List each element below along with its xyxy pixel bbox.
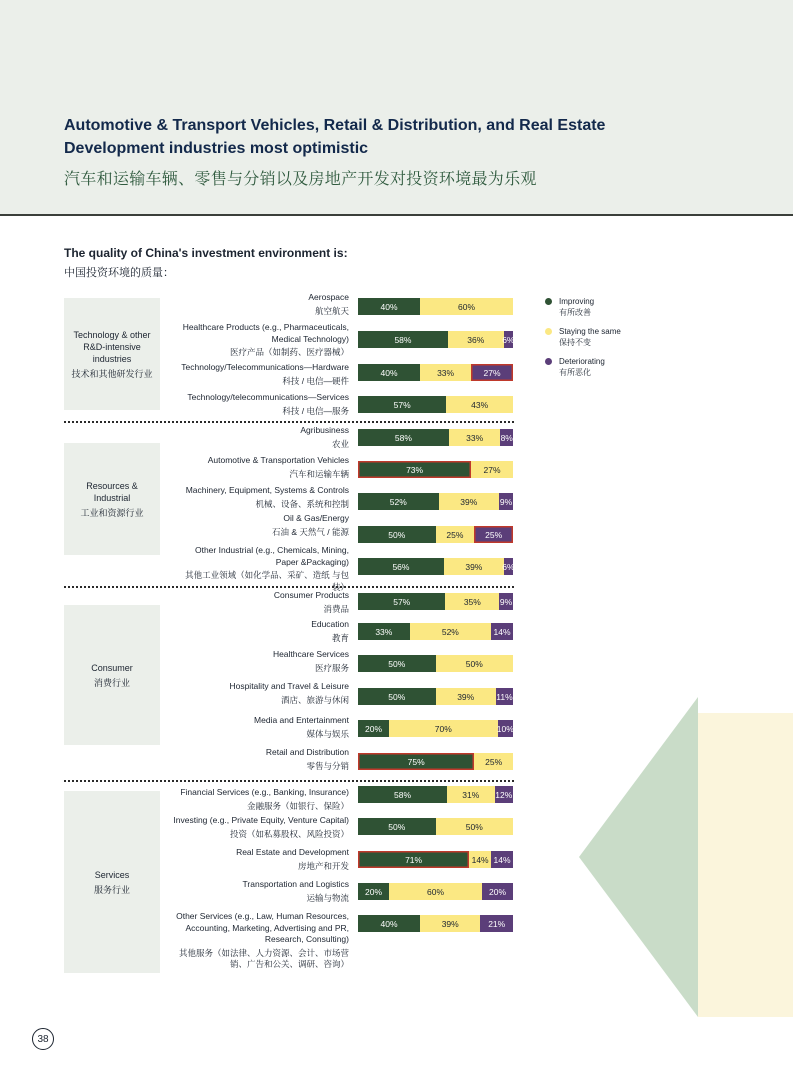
data-label: 50%	[388, 529, 406, 540]
page-number: 38	[32, 1028, 54, 1050]
bar-segment-deteriorating	[480, 915, 513, 932]
data-label: 11%	[496, 691, 513, 702]
category-label-zh: 教育	[331, 632, 349, 643]
group-label-zh: 服务行业	[93, 884, 130, 895]
stacked-bar	[358, 851, 513, 868]
bar-segment-same	[389, 883, 482, 900]
category-label	[150, 292, 349, 317]
data-label: 40%	[380, 367, 398, 378]
category-label	[150, 879, 349, 904]
legend-item-same	[545, 326, 655, 356]
bar-segment-same	[469, 851, 491, 868]
group-label	[64, 298, 160, 410]
bar-segment-deteriorating	[474, 526, 513, 543]
stacked-bar	[358, 526, 513, 543]
category-label-en: Healthcare Services	[272, 649, 349, 659]
category-label-zh: 投资（如私募股权、风险投资）	[229, 828, 349, 839]
category-label-en: Financial Services (e.g., Banking, Insurance)	[180, 787, 349, 797]
category-label-zh: 运输与物流	[306, 892, 349, 903]
bar-segment-improving	[358, 818, 436, 835]
bar-segment-improving	[358, 851, 469, 868]
data-label: 31%	[462, 789, 480, 800]
data-label: 6%	[502, 561, 515, 572]
stacked-bar	[358, 915, 513, 932]
group-label-zh: 消费行业	[93, 677, 130, 688]
data-label: 27%	[483, 367, 501, 378]
bar-segment-deteriorating	[499, 593, 513, 610]
data-label: 14%	[493, 854, 511, 865]
stacked-bar	[358, 623, 513, 640]
category-label	[150, 649, 349, 674]
category-label	[150, 619, 349, 644]
stacked-bar	[358, 655, 513, 672]
chart-legend	[545, 296, 655, 386]
bar-segment-same	[445, 593, 499, 610]
bar-segment-improving	[358, 331, 448, 348]
bar-segment-same	[439, 493, 499, 510]
data-label: 75%	[407, 756, 425, 767]
category-label-en: Aerospace	[308, 292, 349, 302]
bar-segment-same	[447, 786, 495, 803]
bar-segment-same	[448, 331, 504, 348]
group-divider	[64, 421, 514, 423]
bar-segment-improving	[358, 623, 410, 640]
category-label-en: Other Services (e.g., Law, Human Resources, Accounting, Marketing, Advertising and PR, Research, Consulting)	[176, 911, 349, 944]
bar-segment-same	[436, 688, 496, 705]
bar-segment-improving	[358, 298, 420, 315]
legend-swatch	[545, 358, 552, 365]
category-label-zh: 医疗产品（如制药、医疗器械）	[229, 347, 349, 357]
data-label: 57%	[393, 596, 411, 607]
bar-segment-deteriorating	[471, 364, 513, 381]
legend-label-en: Improving	[559, 297, 595, 306]
group-label-en: Resources & Industrial	[86, 480, 138, 503]
stacked-bar	[358, 753, 513, 770]
data-label: 56%	[392, 561, 410, 572]
group-label	[64, 791, 160, 973]
data-label: 25%	[485, 756, 503, 767]
bar-segment-deteriorating	[498, 720, 514, 737]
category-label-zh: 医疗服务	[314, 662, 349, 673]
data-label: 39%	[441, 918, 459, 929]
page-title: Automotive & Transport Vehicles, Retail & Distribution, and Real Estate Development industries most optimistic	[64, 117, 606, 157]
category-label	[150, 847, 349, 872]
stacked-bar	[358, 396, 513, 413]
bar-segment-improving	[358, 461, 471, 478]
category-label	[150, 787, 349, 812]
category-label	[164, 911, 349, 971]
page-title-zh: 汽车和运输车辆、零售与分销以及房地产开发对投资环境最为乐观	[64, 171, 537, 188]
decorative-panel	[698, 713, 793, 1017]
stacked-bar	[358, 688, 513, 705]
category-label-en: Oil & Gas/Energy	[283, 513, 349, 523]
data-label: 14%	[493, 626, 511, 637]
legend-label-zh: 有所改善	[559, 308, 591, 317]
data-label: 33%	[375, 626, 393, 637]
data-label: 39%	[460, 496, 478, 507]
bar-segment-improving	[358, 593, 445, 610]
category-label-zh: 酒店、旅游与休闲	[280, 694, 349, 705]
data-label: 58%	[394, 432, 412, 443]
data-label: 39%	[465, 561, 483, 572]
data-label: 57%	[393, 399, 411, 410]
data-label: 60%	[426, 886, 444, 897]
category-label-zh: 汽车和运输车辆	[289, 468, 349, 479]
data-label: 58%	[394, 334, 412, 345]
stacked-bar	[358, 429, 513, 446]
category-label	[150, 681, 349, 706]
legend-label-zh: 有所恶化	[559, 368, 591, 377]
data-label: 14%	[471, 854, 489, 865]
category-label	[150, 455, 349, 480]
bar-segment-same	[420, 298, 513, 315]
bar-segment-same	[474, 753, 513, 770]
group-label-en: Consumer	[91, 662, 133, 673]
category-label-zh: 其他工业领域（如化学品、采矿、造纸 与包装）	[185, 570, 349, 592]
data-label: 6%	[502, 334, 515, 345]
stacked-bar	[358, 818, 513, 835]
legend-swatch	[545, 328, 552, 335]
data-label: 27%	[483, 464, 501, 475]
bar-segment-deteriorating	[496, 688, 513, 705]
category-label-en: Transportation and Logistics	[242, 879, 349, 889]
category-label-en: Technology/Telecommunications—Hardware	[181, 362, 349, 372]
data-label: 40%	[380, 301, 398, 312]
category-label-zh: 科技 / 电信—服务	[282, 405, 349, 416]
data-label: 8%	[500, 432, 513, 443]
legend-label-en: Staying the same	[559, 327, 621, 336]
bar-segment-deteriorating	[504, 331, 513, 348]
legend-item-improving	[545, 296, 655, 326]
category-label-en: Investing (e.g., Private Equity, Venture Capital)	[173, 815, 349, 825]
bar-segment-improving	[358, 364, 420, 381]
bar-segment-improving	[358, 526, 436, 543]
data-label: 52%	[441, 626, 459, 637]
category-label-zh: 农业	[331, 438, 349, 449]
bar-segment-improving	[358, 688, 436, 705]
bar-segment-improving	[358, 558, 444, 575]
bar-segment-improving	[358, 493, 439, 510]
data-label: 25%	[485, 529, 503, 540]
data-label: 71%	[405, 854, 423, 865]
data-label: 60%	[457, 301, 475, 312]
group-label-en: Technology & other R&D-intensive industries	[73, 329, 151, 364]
bar-segment-same	[436, 655, 514, 672]
data-label: 20%	[488, 886, 506, 897]
data-label: 70%	[434, 723, 452, 734]
group-divider	[64, 780, 514, 782]
category-label-en: Agribusiness	[300, 425, 349, 435]
category-label-en: Technology/telecommunications—Services	[187, 392, 349, 402]
data-label: 73%	[406, 464, 424, 475]
category-label	[179, 545, 349, 593]
bar-segment-deteriorating	[495, 786, 513, 803]
bar-segment-improving	[358, 786, 447, 803]
decorative-triangle	[579, 697, 698, 1017]
category-label-en: Hospitality and Travel & Leisure	[229, 681, 349, 691]
category-label-zh: 消费品	[323, 603, 349, 614]
category-label-en: Other Industrial (e.g., Chemicals, Mining, Paper &Packaging)	[194, 545, 349, 567]
category-label-zh: 机械、设备、系统和控制	[255, 498, 349, 509]
data-label: 50%	[388, 658, 406, 669]
category-label	[150, 425, 349, 450]
data-label: 9%	[499, 596, 513, 607]
category-label-en: Media and Entertainment	[254, 715, 349, 725]
data-label: 50%	[465, 658, 483, 669]
legend-label-zh: 保持不变	[559, 338, 591, 347]
data-label: 40%	[380, 918, 398, 929]
category-label-zh: 其他服务（如法律、人力资源、会计、市场营销、广告和公关、调研、咨询）	[178, 947, 349, 969]
stacked-bar	[358, 364, 513, 381]
category-label-en: Healthcare Products (e.g., Pharmaceuticals, Medical Technology)	[182, 322, 349, 344]
bar-segment-deteriorating	[499, 493, 513, 510]
bar-segment-improving	[358, 753, 474, 770]
bar-segment-deteriorating	[491, 851, 513, 868]
data-label: 12%	[495, 789, 513, 800]
category-label	[150, 590, 349, 615]
category-label-en: Machinery, Equipment, Systems & Controls	[185, 485, 349, 495]
category-label-en: Consumer Products	[273, 590, 349, 600]
bar-segment-improving	[358, 720, 389, 737]
bar-segment-same	[420, 915, 480, 932]
data-label: 50%	[465, 821, 483, 832]
stacked-bar	[358, 720, 513, 737]
stacked-bar	[358, 558, 513, 575]
data-label: 33%	[437, 367, 455, 378]
category-label-zh: 航空航天	[314, 305, 349, 316]
bar-segment-improving	[358, 883, 389, 900]
chart-title-zh: 中国投资环境的质量：	[64, 267, 174, 279]
legend-label-en: Deteriorating	[559, 357, 605, 366]
legend-swatch	[545, 298, 552, 305]
group-label-zh: 工业和资源行业	[80, 507, 144, 518]
data-label: 33%	[466, 432, 484, 443]
data-label: 10%	[496, 723, 514, 734]
data-label: 39%	[457, 691, 475, 702]
category-label	[150, 392, 349, 417]
group-label	[64, 605, 160, 745]
category-label-zh: 房地产和开发	[297, 860, 349, 871]
data-label: 35%	[463, 596, 481, 607]
data-label: 43%	[471, 399, 489, 410]
category-label-en: Real Estate and Development	[236, 847, 349, 857]
bar-segment-same	[420, 364, 471, 381]
category-label-zh: 金融服务（如银行、保险）	[246, 800, 349, 811]
category-label-en: Automotive & Transportation Vehicles	[207, 455, 349, 465]
group-label	[64, 443, 160, 555]
bar-segment-same	[436, 818, 514, 835]
category-label	[150, 485, 349, 510]
data-label: 20%	[364, 886, 382, 897]
group-label-en: Services	[94, 869, 130, 880]
stacked-bar	[358, 461, 513, 478]
data-label: 50%	[388, 821, 406, 832]
category-label-zh: 科技 / 电信—硬件	[282, 375, 349, 386]
category-label-zh: 零售与分销	[306, 760, 349, 771]
data-label: 9%	[499, 496, 513, 507]
category-label	[150, 815, 349, 840]
category-label	[150, 362, 349, 387]
stacked-bar	[358, 493, 513, 510]
data-label: 36%	[467, 334, 485, 345]
stacked-bar	[358, 593, 513, 610]
group-label-zh: 技术和其他研发行业	[71, 368, 153, 379]
stacked-bar	[358, 331, 513, 348]
bar-segment-same	[410, 623, 491, 640]
bar-segment-same	[471, 461, 513, 478]
bar-segment-deteriorating	[500, 429, 513, 446]
data-label: 21%	[488, 918, 506, 929]
bar-segment-same	[436, 526, 475, 543]
data-label: 50%	[388, 691, 406, 702]
bar-segment-improving	[358, 396, 446, 413]
chart-title: The quality of China's investment environment is:	[64, 246, 348, 260]
page-header	[0, 0, 793, 216]
bar-segment-deteriorating	[482, 883, 513, 900]
data-label: 20%	[364, 723, 382, 734]
bar-segment-deteriorating	[504, 558, 513, 575]
stacked-bar	[358, 786, 513, 803]
data-label: 25%	[446, 529, 464, 540]
category-label	[150, 715, 349, 740]
stacked-bar	[358, 298, 513, 315]
bar-segment-improving	[358, 429, 449, 446]
bar-segment-same	[449, 429, 501, 446]
category-label-en: Retail and Distribution	[265, 747, 349, 757]
bar-segment-improving	[358, 915, 420, 932]
bar-segment-same	[389, 720, 498, 737]
data-label: 52%	[389, 496, 407, 507]
bar-segment-deteriorating	[491, 623, 513, 640]
category-label	[169, 322, 349, 359]
category-label-zh: 石油 & 天然气 / 能源	[272, 526, 349, 537]
legend-item-deteriorating	[545, 356, 655, 386]
data-label: 58%	[393, 789, 411, 800]
category-label	[150, 747, 349, 772]
stacked-bar	[358, 883, 513, 900]
category-label-zh: 媒体与娱乐	[306, 728, 349, 739]
category-label-en: Education	[311, 619, 349, 629]
category-label	[150, 513, 349, 538]
bar-segment-improving	[358, 655, 436, 672]
bar-segment-same	[444, 558, 504, 575]
bar-segment-same	[446, 396, 513, 413]
